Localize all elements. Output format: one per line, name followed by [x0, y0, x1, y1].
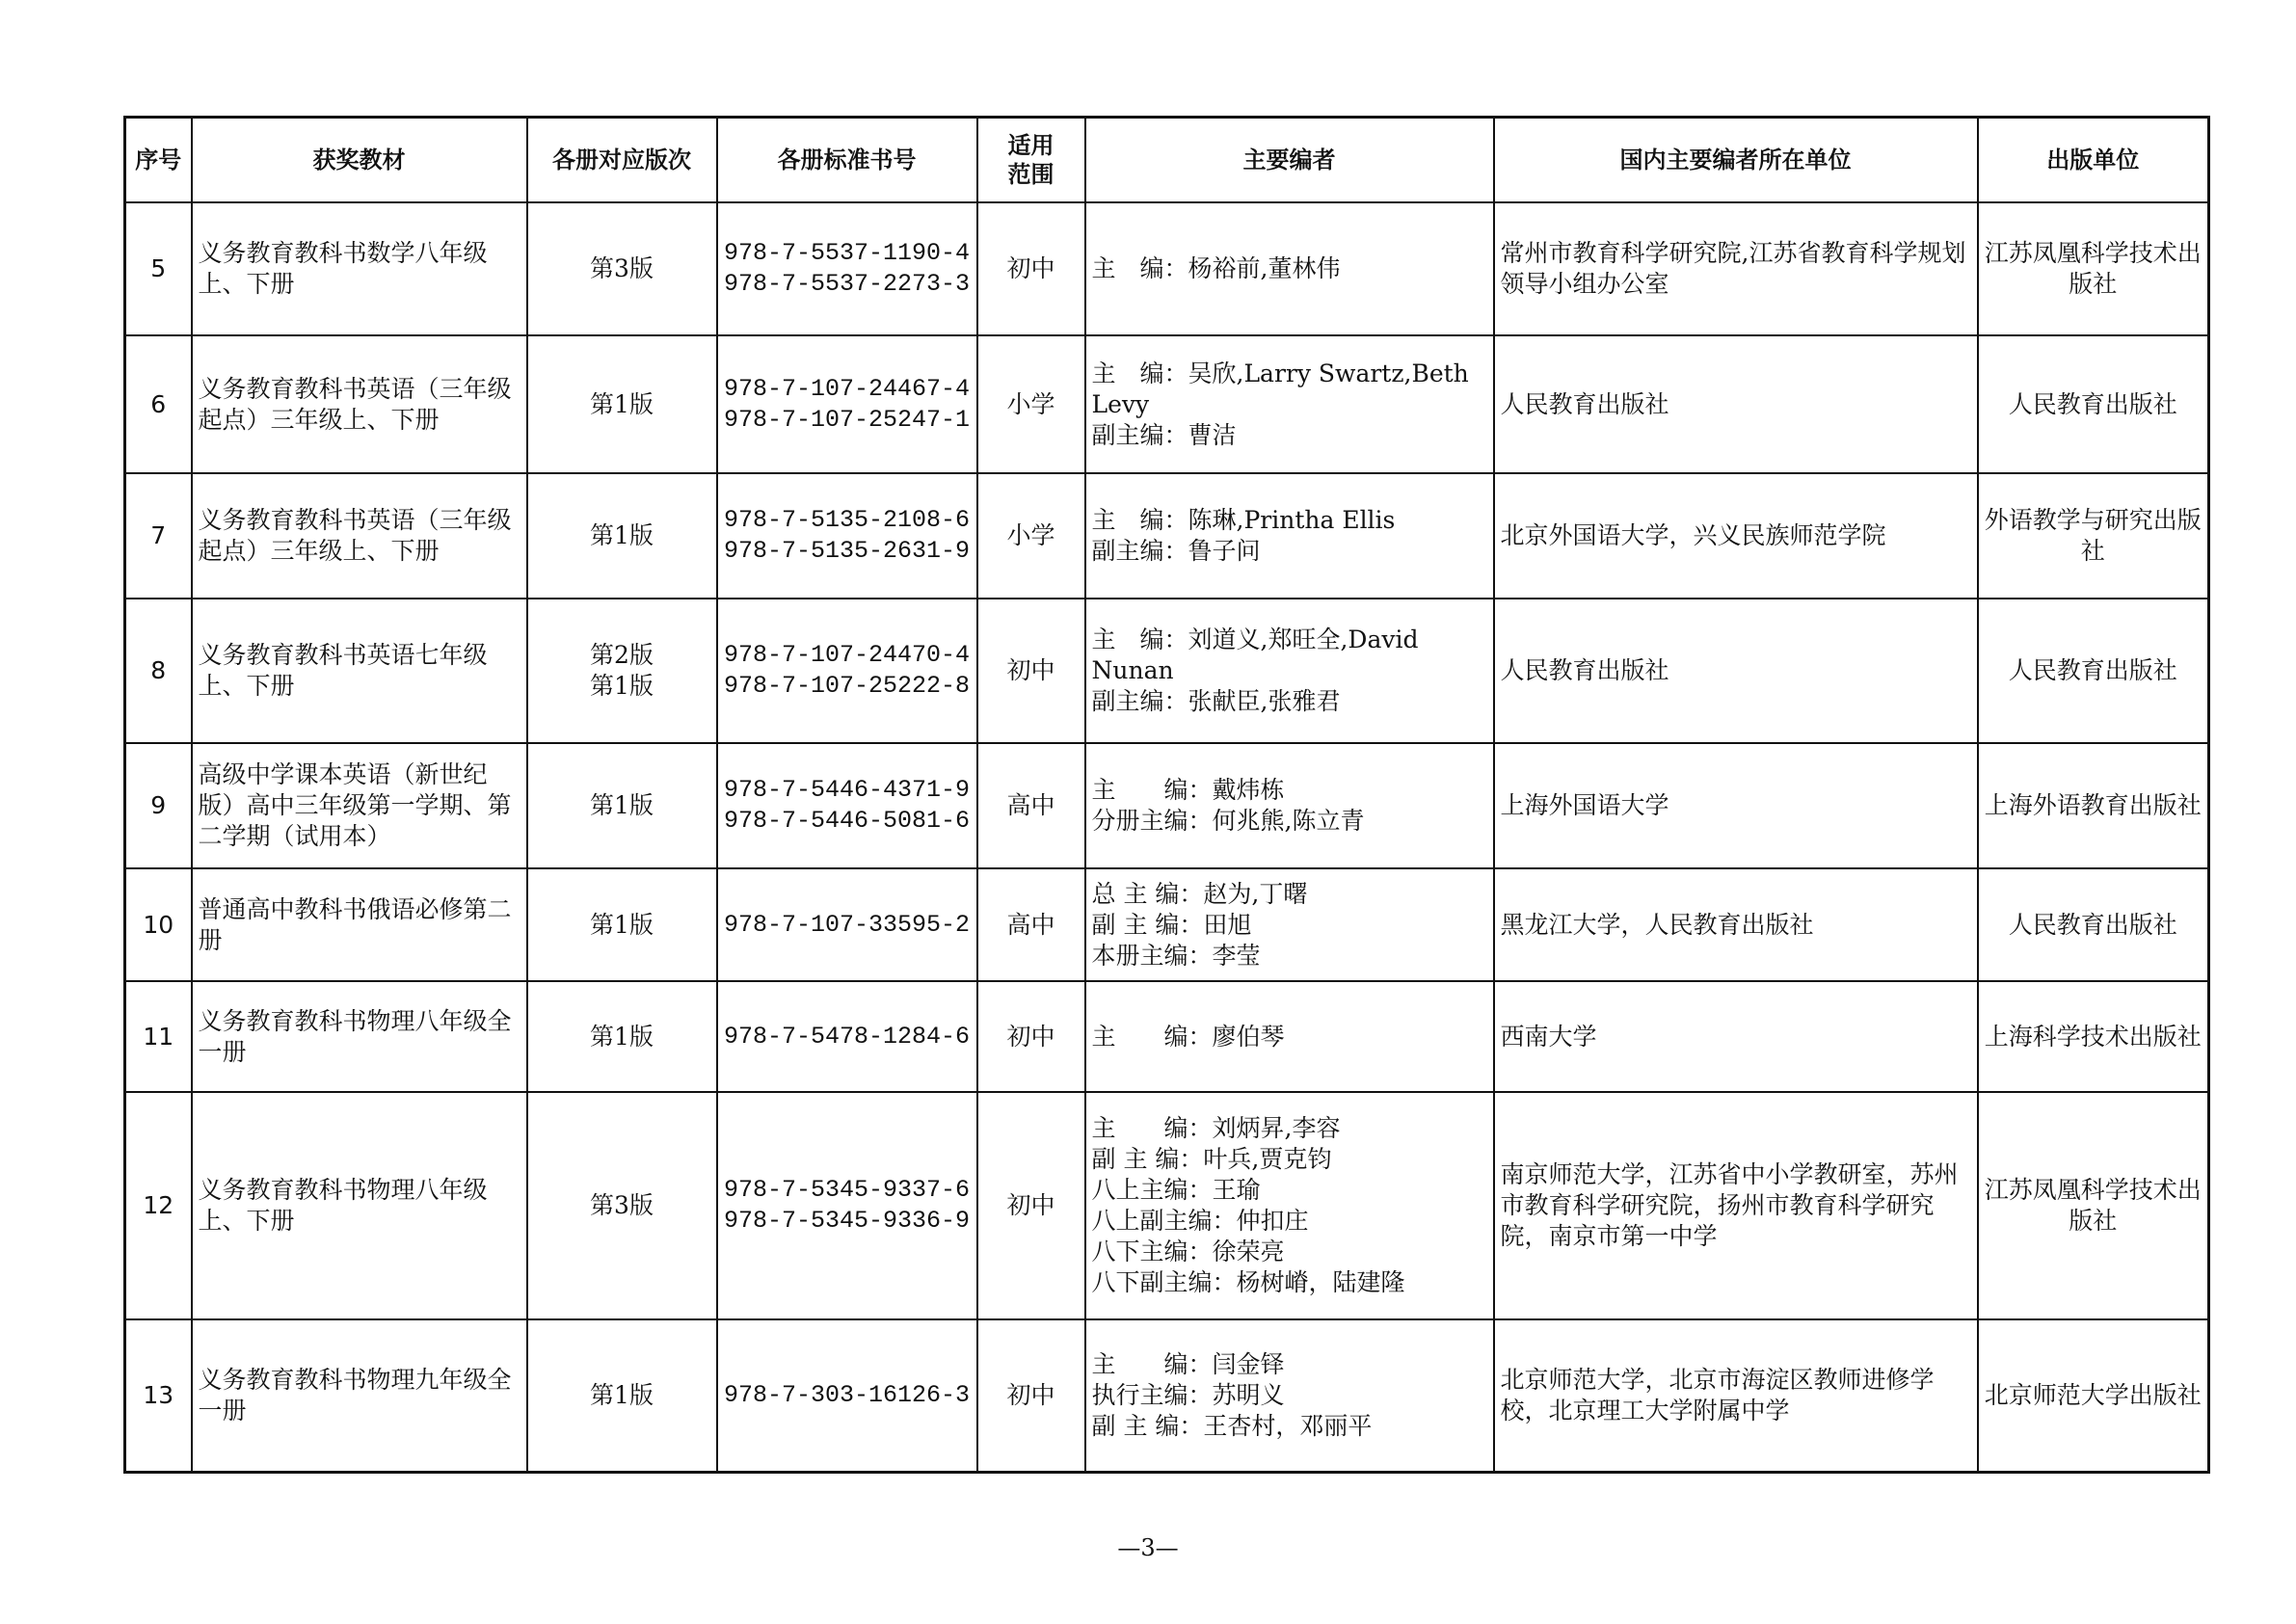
isbn-entry: 978-7-5135-2631-9: [723, 537, 971, 565]
isbn-entry: 978-7-5135-2108-6: [723, 506, 971, 534]
edition-cell: [527, 599, 717, 743]
editor-line: 副 主 编：王杏村，邓丽平: [1091, 1411, 1373, 1440]
editor-line: 副主编：鲁子问: [1091, 537, 1261, 565]
isbn-entry: 978-7-107-33595-2: [723, 910, 971, 939]
institution-name: 上海外国语大学: [1500, 791, 1669, 819]
publisher-name: 人民教育出版社: [2008, 910, 2177, 939]
editor-line: 副 主 编：田旭: [1091, 910, 1252, 939]
editor-line: 本册主编：李莹: [1091, 941, 1261, 970]
editor-line: 八下主编：徐荣亮: [1091, 1238, 1285, 1265]
publisher-name: 上海科学技术出版社: [1984, 1022, 2202, 1051]
institution-name: 南京师范大学，江苏省中小学教研室，苏州市教育科学研究院，扬州市教育科学研究院，南京市第一中学: [1500, 1160, 1959, 1250]
edition-cell: [527, 1319, 717, 1472]
header-scope: [977, 118, 1085, 203]
isbn-cell: [717, 868, 977, 981]
edition-entry: 第2版: [590, 641, 654, 669]
isbn-entry: 978-7-5478-1284-6: [723, 1022, 971, 1051]
isbn-cell: [717, 599, 977, 743]
institution-name: 人民教育出版社: [1500, 656, 1669, 684]
institution-cell: [1494, 473, 1978, 599]
institution-name: 黑龙江大学，人民教育出版社: [1500, 910, 1814, 939]
row-number-cell: [125, 335, 192, 473]
editor-line: 主 编：杨裕前,董林伟: [1091, 254, 1341, 282]
row-number-cell: [125, 868, 192, 981]
editor-line: 副主编：张献臣,张雅君: [1091, 687, 1341, 715]
edition-entry: 第1版: [590, 389, 654, 418]
textbook-title-cell: [192, 868, 527, 981]
editor-line: 副 主 编：叶兵,贾克钧: [1091, 1145, 1332, 1173]
edition-entry: 第1版: [590, 910, 654, 939]
scope-value: 初中: [1006, 1191, 1055, 1219]
page-number: —3—: [1117, 1534, 1179, 1561]
scope-value: 初中: [1006, 656, 1055, 684]
table-header: [125, 118, 2209, 203]
editor-line: 主 编：廖伯琴: [1091, 1022, 1285, 1051]
header-institution: 国内主要编者所在单位: [1494, 118, 1978, 203]
row-number: 8: [150, 656, 167, 684]
textbook-title-cell: [192, 981, 527, 1092]
isbn-entry: 978-7-5537-1190-4: [723, 239, 971, 267]
row-number-cell: [125, 1092, 192, 1319]
editor-line: 主 编：陈琳,Printha Ellis: [1091, 506, 1396, 534]
editor-line: 八下副主编：杨树嵴，陆建隆: [1091, 1268, 1405, 1296]
scope-cell: [977, 1092, 1085, 1319]
table-row: [125, 202, 2209, 335]
institution-name: 北京外国语大学，兴义民族师范学院: [1500, 521, 1886, 549]
publisher-cell: [1978, 202, 2209, 335]
textbook-title: 高级中学课本英语（新世纪版）高中三年级第一学期、第二学期（试用本）: [198, 760, 512, 850]
textbook-title-cell: [192, 202, 527, 335]
row-number: 6: [150, 389, 167, 418]
isbn-entry: 978-7-107-24467-4: [723, 374, 971, 403]
edition-cell: [527, 981, 717, 1092]
publisher-name: 上海外语教育出版社: [1984, 791, 2202, 819]
institution-cell: [1494, 743, 1978, 868]
textbook-title: 义务教育教科书英语（三年级起点）三年级上、下册: [198, 506, 512, 565]
header-scope-line-2: 范围: [1007, 161, 1055, 188]
isbn-cell: [717, 202, 977, 335]
scope-cell: [977, 335, 1085, 473]
table-row: [125, 473, 2209, 599]
editor-line: 主 编：刘炳昇,李容: [1091, 1114, 1341, 1142]
publisher-cell: [1978, 981, 2209, 1092]
table-row: [125, 981, 2209, 1092]
textbook-title: 义务教育教科书物理八年级上、下册: [198, 1176, 488, 1235]
edition-cell: [527, 335, 717, 473]
scope-value: 高中: [1006, 791, 1055, 819]
editors-cell: [1085, 473, 1494, 599]
row-number: 11: [143, 1022, 174, 1051]
isbn-cell: [717, 473, 977, 599]
scope-value: 初中: [1006, 1380, 1055, 1409]
institution-cell: [1494, 599, 1978, 743]
table-row: [125, 599, 2209, 743]
header-isbn: 各册标准书号: [717, 118, 977, 203]
publisher-cell: [1978, 599, 2209, 743]
publisher-name: 北京师范大学出版社: [1984, 1380, 2202, 1409]
isbn-entry: 978-7-5345-9337-6: [723, 1176, 971, 1204]
institution-cell: [1494, 335, 1978, 473]
isbn-cell: [717, 981, 977, 1092]
editor-line: 主 编：戴炜栋: [1091, 776, 1285, 804]
textbook-title-cell: [192, 1319, 527, 1472]
row-number: 9: [150, 791, 167, 819]
editor-line: 执行主编：苏明义: [1091, 1380, 1285, 1409]
institution-name: 北京师范大学，北京市海淀区教师进修学校，北京理工大学附属中学: [1500, 1365, 1935, 1424]
scope-value: 小学: [1006, 521, 1055, 549]
isbn-cell: [717, 743, 977, 868]
isbn-entry: 978-7-107-25247-1: [723, 405, 971, 434]
publisher-cell: [1978, 1092, 2209, 1319]
edition-entry: 第1版: [590, 1380, 654, 1409]
table-row: [125, 743, 2209, 868]
editor-line: 主 编：吴欣,Larry Swartz,Beth Levy: [1091, 359, 1477, 418]
isbn-entry: 978-7-303-16126-3: [723, 1380, 971, 1409]
edition-cell: [527, 1092, 717, 1319]
publisher-cell: [1978, 335, 2209, 473]
table-row: [125, 335, 2209, 473]
edition-entry: 第1版: [590, 521, 654, 549]
row-number: 5: [150, 254, 167, 282]
editor-line: 主 编：刘道义,郑旺全,David Nunan: [1091, 626, 1427, 684]
row-number: 10: [143, 910, 174, 939]
row-number-cell: [125, 599, 192, 743]
textbook-title: 义务教育教科书数学八年级上、下册: [198, 239, 488, 298]
isbn-entry: 978-7-107-24470-4: [723, 641, 971, 669]
scope-value: 高中: [1006, 910, 1055, 939]
isbn-entry: 978-7-5537-2273-3: [723, 270, 971, 298]
institution-name: 常州市教育科学研究院,江苏省教育科学规划领导小组办公室: [1500, 239, 1966, 298]
isbn-cell: [717, 1319, 977, 1472]
institution-cell: [1494, 202, 1978, 335]
publisher-cell: [1978, 868, 2209, 981]
publisher-name: 人民教育出版社: [2008, 389, 2177, 418]
textbook-title-cell: [192, 743, 527, 868]
edition-cell: [527, 202, 717, 335]
isbn-entry: 978-7-5446-5081-6: [723, 807, 971, 835]
row-number-cell: [125, 202, 192, 335]
isbn-entry: 978-7-107-25222-8: [723, 672, 971, 700]
scope-cell: [977, 599, 1085, 743]
header-row: [125, 118, 2209, 203]
textbook-title-cell: [192, 599, 527, 743]
header-scope-line-1: 适用: [1007, 132, 1055, 159]
institution-name: 人民教育出版社: [1500, 389, 1669, 418]
header-editors: 主要编者: [1085, 118, 1494, 203]
institution-name: 西南大学: [1500, 1022, 1597, 1051]
table-row: [125, 1092, 2209, 1319]
editor-line: 总 主 编：赵为,丁曙: [1091, 879, 1308, 908]
row-number-cell: [125, 1319, 192, 1472]
table-body: [125, 202, 2209, 1472]
textbook-title-cell: [192, 335, 527, 473]
row-number-cell: [125, 743, 192, 868]
header-title: 获奖教材: [192, 118, 527, 203]
row-number: 13: [143, 1380, 174, 1409]
scope-value: 小学: [1006, 389, 1055, 418]
editor-line: 分册主编：何兆熊,陈立青: [1091, 807, 1365, 835]
header-edition: 各册对应版次: [527, 118, 717, 203]
scope-cell: [977, 868, 1085, 981]
row-number-cell: [125, 473, 192, 599]
editors-cell: [1085, 981, 1494, 1092]
award-table: [123, 116, 2210, 1474]
scope-cell: [977, 1319, 1085, 1472]
textbook-title-cell: [192, 1092, 527, 1319]
publisher-cell: [1978, 743, 2209, 868]
row-number: 12: [143, 1191, 174, 1219]
textbook-title: 普通高中教科书俄语必修第二册: [198, 894, 512, 954]
editors-cell: [1085, 1319, 1494, 1472]
textbook-title: 义务教育教科书英语（三年级起点）三年级上、下册: [198, 374, 512, 434]
editors-cell: [1085, 202, 1494, 335]
editors-cell: [1085, 868, 1494, 981]
publisher-name: 江苏凤凰科学技术出版社: [1984, 239, 2202, 298]
editor-line: 副主编：曹洁: [1091, 420, 1237, 449]
institution-cell: [1494, 981, 1978, 1092]
editor-line: 八上副主编：仲扣庄: [1091, 1207, 1309, 1235]
edition-entry: 第1版: [590, 1022, 654, 1051]
editors-cell: [1085, 335, 1494, 473]
textbook-title-cell: [192, 473, 527, 599]
scope-cell: [977, 981, 1085, 1092]
editors-cell: [1085, 743, 1494, 868]
scope-cell: [977, 202, 1085, 335]
isbn-entry: 978-7-5446-4371-9: [723, 776, 971, 804]
editor-line: 主 编：闫金铎: [1091, 1349, 1285, 1378]
editors-cell: [1085, 599, 1494, 743]
row-number-cell: [125, 981, 192, 1092]
isbn-cell: [717, 335, 977, 473]
publisher-name: 人民教育出版社: [2008, 656, 2177, 684]
table-row: [125, 868, 2209, 981]
institution-cell: [1494, 1092, 1978, 1319]
publisher-name: 江苏凤凰科学技术出版社: [1984, 1176, 2202, 1235]
institution-cell: [1494, 1319, 1978, 1472]
scope-cell: [977, 743, 1085, 868]
textbook-title: 义务教育教科书物理九年级全一册: [198, 1365, 512, 1424]
edition-entry: 第3版: [590, 254, 654, 282]
institution-cell: [1494, 868, 1978, 981]
edition-entry: 第1版: [590, 791, 654, 819]
isbn-cell: [717, 1092, 977, 1319]
edition-cell: [527, 473, 717, 599]
isbn-entry: 978-7-5345-9336-9: [723, 1207, 971, 1235]
scope-value: 初中: [1006, 254, 1055, 282]
row-number: 7: [150, 521, 167, 549]
publisher-cell: [1978, 1319, 2209, 1472]
editors-cell: [1085, 1092, 1494, 1319]
edition-cell: [527, 743, 717, 868]
publisher-name: 外语教学与研究出版社: [1984, 506, 2202, 565]
edition-cell: [527, 868, 717, 981]
edition-entry: 第3版: [590, 1191, 654, 1219]
scope-cell: [977, 473, 1085, 599]
textbook-title: 义务教育教科书英语七年级上、下册: [198, 641, 488, 700]
table-row: [125, 1319, 2209, 1472]
edition-entry: 第1版: [590, 672, 654, 700]
header-publisher: 出版单位: [1978, 118, 2209, 203]
editor-line: 八上主编：王瑜: [1091, 1176, 1261, 1204]
publisher-cell: [1978, 473, 2209, 599]
scope-value: 初中: [1006, 1022, 1055, 1051]
textbook-title: 义务教育教科书物理八年级全一册: [198, 1006, 512, 1066]
header-no: 序号: [125, 118, 192, 203]
